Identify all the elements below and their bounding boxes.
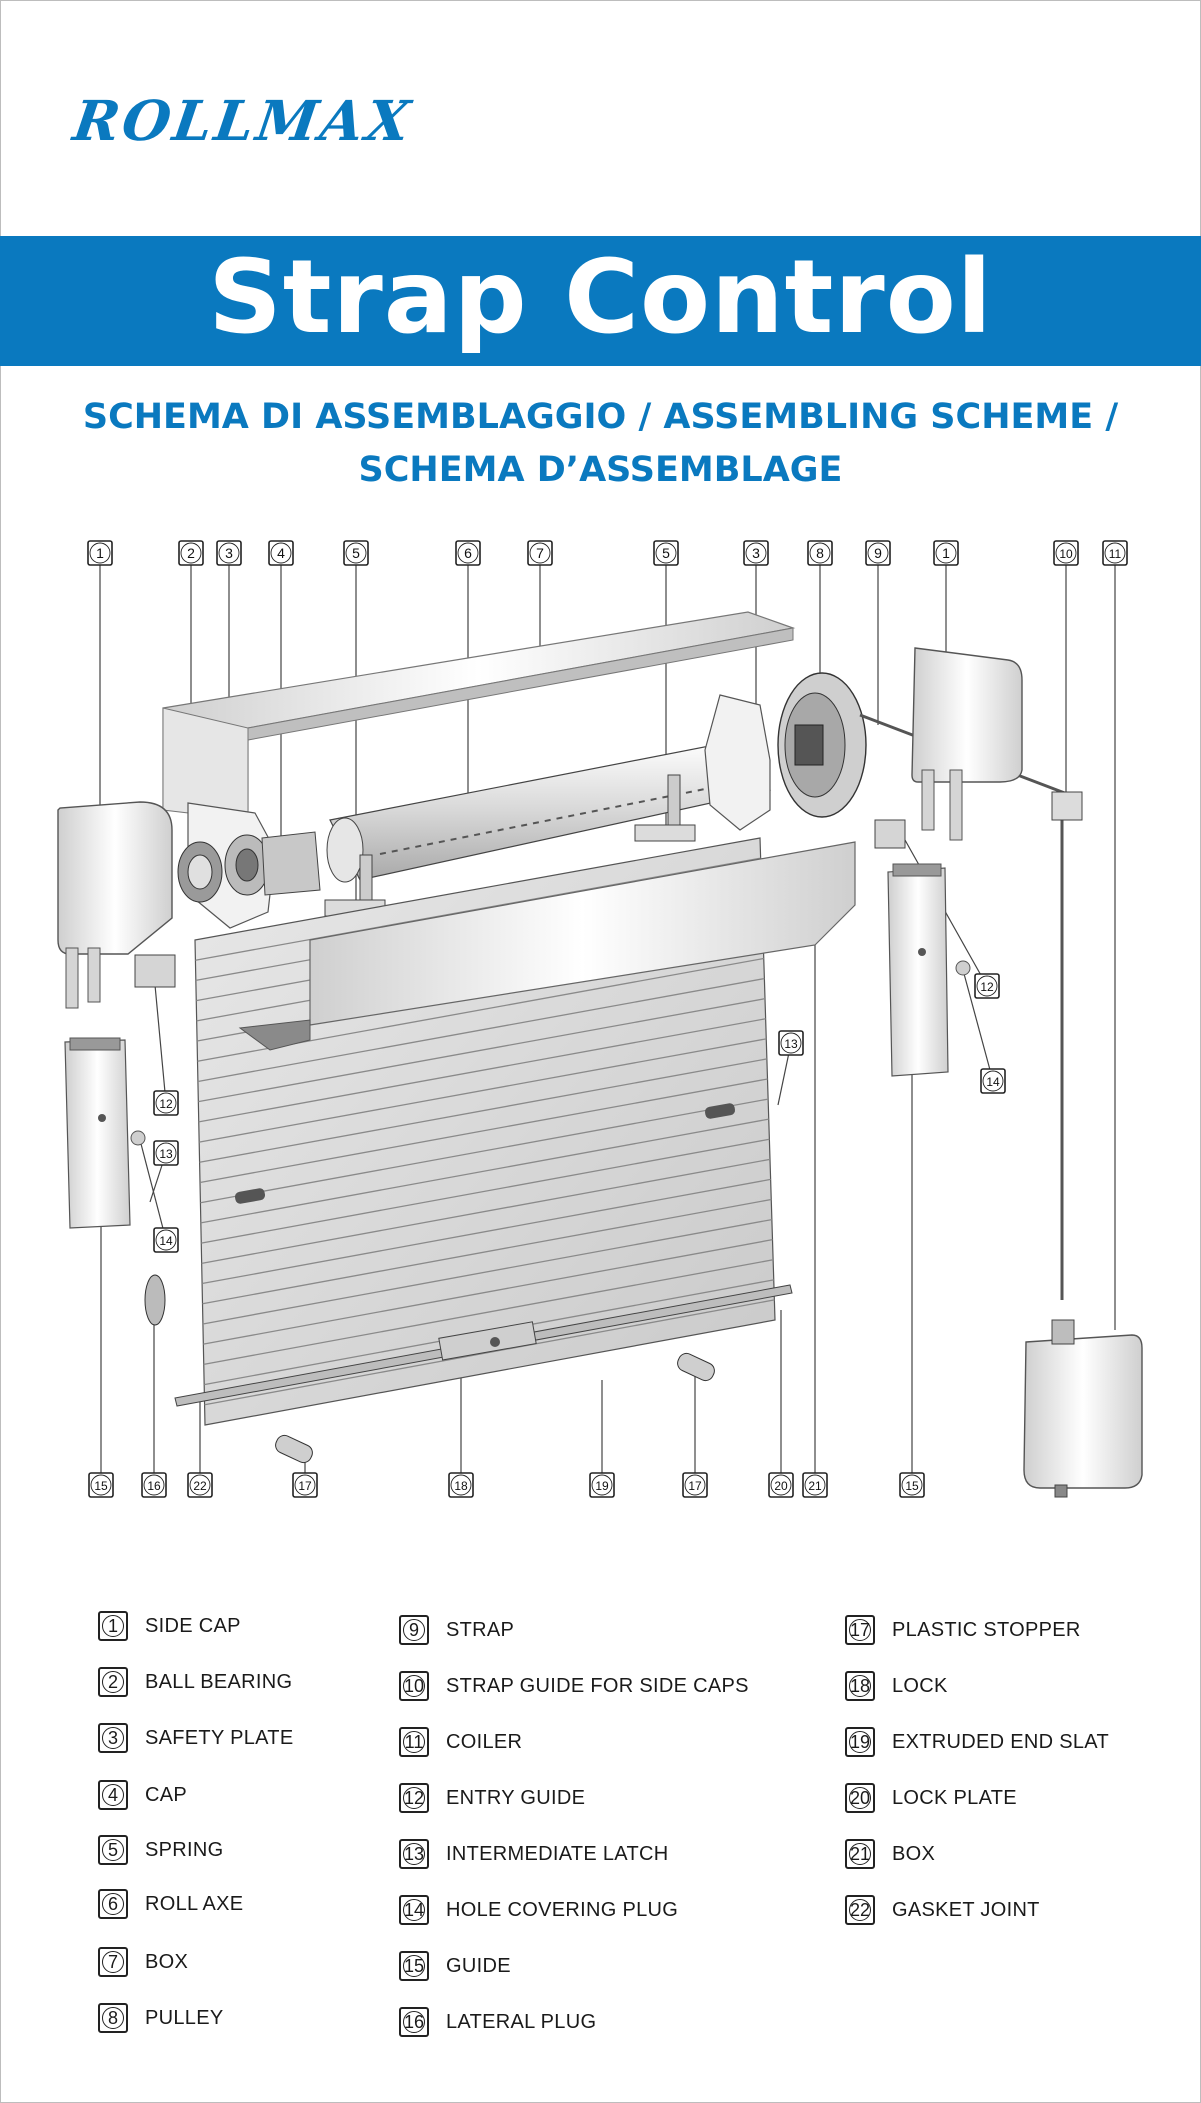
legend-item (845, 1895, 1040, 1925)
legend-number: 18 (849, 1675, 871, 1696)
svg-text:1: 1 (96, 545, 104, 561)
legend-item (98, 1835, 223, 1865)
svg-text:10: 10 (1059, 547, 1073, 561)
svg-text:14: 14 (986, 1075, 1000, 1089)
svg-text:2: 2 (187, 545, 195, 561)
legend-label: COILER (446, 1730, 523, 1753)
legend-number: 11 (404, 1731, 424, 1752)
legend-number-badge (845, 1671, 875, 1701)
legend-label: STRAP GUIDE FOR SIDE CAPS (446, 1674, 749, 1697)
subtitle-line-1: SCHEMA DI ASSEMBLAGGIO / ASSEMBLING SCHEME / (82, 397, 1119, 437)
svg-text:6: 6 (464, 545, 472, 561)
coiler (1024, 1320, 1142, 1497)
legend-number: 22 (849, 1899, 871, 1920)
legend-label: HOLE COVERING PLUG (446, 1898, 679, 1921)
svg-text:15: 15 (905, 1479, 919, 1493)
legend-number-badge (98, 1611, 128, 1641)
legend-item (399, 1727, 522, 1757)
callout-bottom-15 (900, 1473, 924, 1497)
legend-label: SIDE CAP (145, 1614, 241, 1637)
callout-left-14 (154, 1228, 178, 1252)
legend-item (845, 1783, 1017, 1813)
legend-number-badge (98, 2003, 128, 2033)
entry-guide-left (135, 955, 175, 987)
page-title: Strap Control (208, 238, 993, 357)
legend-label: BALL BEARING (145, 1670, 293, 1693)
legend-label: BOX (145, 1950, 189, 1973)
legend-number: 9 (408, 1619, 419, 1640)
legend-item (98, 1947, 188, 1977)
svg-text:17: 17 (298, 1479, 312, 1493)
legend-label: GASKET JOINT (892, 1898, 1040, 1921)
legend-number: 6 (107, 1893, 118, 1914)
legend-number: 5 (107, 1839, 118, 1860)
legend-item (98, 1723, 293, 1753)
legend-label: SAFETY PLATE (145, 1726, 294, 1749)
entry-guide-right (875, 820, 905, 848)
callout-top-8 (808, 541, 832, 565)
svg-text:1: 1 (942, 545, 950, 561)
callout-top-5 (344, 541, 368, 565)
svg-text:4: 4 (277, 545, 285, 561)
legend-item (399, 2007, 596, 2037)
brand-logo: ROLLMAX (69, 88, 417, 153)
callout-top-3 (217, 541, 241, 565)
legend-label: PULLEY (145, 2006, 224, 2029)
svg-text:13: 13 (159, 1147, 173, 1161)
legend-number-badge (98, 1780, 128, 1810)
legend-number-badge (98, 1835, 128, 1865)
legend-label: LOCK (892, 1674, 948, 1697)
callout-top-1 (934, 541, 958, 565)
legend-label: ROLL AXE (145, 1892, 244, 1915)
callout-bottom-19 (590, 1473, 614, 1497)
svg-text:12: 12 (159, 1097, 173, 1111)
legend-item (98, 1889, 243, 1919)
legend-item (845, 1671, 948, 1701)
svg-text:20: 20 (774, 1479, 788, 1493)
legend-number-badge (399, 1895, 429, 1925)
legend-number-badge (399, 1839, 429, 1869)
svg-text:16: 16 (147, 1479, 161, 1493)
callout-bottom-17 (683, 1473, 707, 1497)
svg-text:17: 17 (688, 1479, 702, 1493)
callout-top-9 (866, 541, 890, 565)
legend-number: 10 (403, 1675, 425, 1696)
svg-text:12: 12 (980, 980, 994, 994)
legend-number-badge (98, 1667, 128, 1697)
legend-label: LOCK PLATE (892, 1786, 1017, 1809)
legend-number: 15 (403, 1955, 425, 1976)
svg-text:15: 15 (94, 1479, 108, 1493)
legend-number: 19 (849, 1731, 871, 1752)
legend-label: PLASTIC STOPPER (892, 1618, 1081, 1641)
legend-number-badge (845, 1839, 875, 1869)
svg-text:11: 11 (1108, 547, 1122, 561)
legend-label: INTERMEDIATE LATCH (446, 1842, 669, 1865)
right-guide (888, 864, 970, 1076)
legend-number-badge (98, 1889, 128, 1919)
legend-label: GUIDE (446, 1954, 511, 1977)
legend-number: 4 (107, 1784, 118, 1805)
svg-text:3: 3 (225, 545, 233, 561)
legend-item (399, 1839, 668, 1869)
callout-top-7 (528, 541, 552, 565)
legend-number-badge (399, 1783, 429, 1813)
callout-bottom-16 (142, 1473, 166, 1497)
legend-number: 3 (107, 1727, 118, 1748)
legend-item (98, 1667, 292, 1697)
strap-guide (1052, 792, 1082, 820)
title-banner (0, 236, 1201, 366)
legend-number-badge (399, 1615, 429, 1645)
legend-label: EXTRUDED END SLAT (892, 1730, 1109, 1753)
legend-number: 14 (403, 1899, 425, 1920)
callout-top-3 (744, 541, 768, 565)
legend-label: LATERAL PLUG (446, 2010, 597, 2033)
cap-part (225, 832, 320, 895)
pulley (778, 673, 866, 817)
callout-top-6 (456, 541, 480, 565)
svg-text:13: 13 (784, 1037, 798, 1051)
svg-text:14: 14 (159, 1234, 173, 1248)
svg-text:5: 5 (662, 545, 670, 561)
svg-text:9: 9 (874, 545, 882, 561)
legend-number: 13 (403, 1843, 425, 1864)
legend-number: 1 (107, 1615, 118, 1636)
legend-number: 21 (849, 1843, 871, 1864)
svg-text:8: 8 (816, 545, 824, 561)
legend-number: 20 (849, 1787, 871, 1808)
legend-item (399, 1671, 749, 1701)
callout-right-13 (779, 1031, 803, 1055)
callout-top-10 (1054, 541, 1078, 565)
legend-number-badge (399, 1671, 429, 1701)
callout-bottom-22 (188, 1473, 212, 1497)
legend-label: ENTRY GUIDE (446, 1786, 586, 1809)
left-guide (65, 1038, 145, 1228)
callout-top-11 (1103, 541, 1127, 565)
legend-number: 17 (849, 1619, 871, 1640)
svg-text:3: 3 (752, 545, 760, 561)
legend-number: 2 (107, 1671, 118, 1692)
callout-top-5 (654, 541, 678, 565)
legend-number-badge (845, 1895, 875, 1925)
legend-item (845, 1727, 1109, 1757)
legend-label: BOX (892, 1842, 936, 1865)
lateral-plug (145, 1275, 165, 1325)
legend-item (399, 1951, 511, 1981)
callout-top-4 (269, 541, 293, 565)
ball-bearing (178, 842, 222, 902)
legend-item (399, 1783, 585, 1813)
svg-text:19: 19 (595, 1479, 609, 1493)
legend-number-badge (399, 2007, 429, 2037)
legend-label: SPRING (145, 1838, 224, 1861)
legend-item (399, 1895, 678, 1925)
legend-number-badge (845, 1727, 875, 1757)
callout-bottom-20 (769, 1473, 793, 1497)
right-side-cap (912, 648, 1022, 840)
legend-number-badge (399, 1727, 429, 1757)
callout-left-13 (154, 1141, 178, 1165)
legend-number: 8 (107, 2007, 118, 2028)
subtitle-line-2: SCHEMA D’ASSEMBLAGE (358, 450, 843, 490)
legend-item (845, 1615, 1081, 1645)
callout-bottom-17 (293, 1473, 317, 1497)
callout-bottom-21 (803, 1473, 827, 1497)
callout-top-2 (179, 541, 203, 565)
legend-number-badge (845, 1783, 875, 1813)
legend-item (98, 1611, 241, 1641)
svg-text:7: 7 (536, 545, 544, 561)
parts-legend (0, 1585, 1201, 2045)
legend-item (399, 1615, 514, 1645)
legend-number: 16 (403, 2011, 425, 2032)
safety-plate-right (705, 695, 770, 830)
legend-number-badge (399, 1951, 429, 1981)
callout-bottom-18 (449, 1473, 473, 1497)
legend-number: 7 (107, 1951, 118, 1972)
legend-item (845, 1839, 935, 1869)
legend-number-badge (98, 1947, 128, 1977)
svg-text:21: 21 (808, 1479, 822, 1493)
callout-right-14 (981, 1069, 1005, 1093)
callout-right-12 (975, 974, 999, 998)
legend-number: 12 (403, 1787, 425, 1808)
svg-text:5: 5 (352, 545, 360, 561)
svg-text:22: 22 (193, 1479, 207, 1493)
callout-top-1 (88, 541, 112, 565)
callout-bottom-15 (89, 1473, 113, 1497)
callout-left-12 (154, 1091, 178, 1115)
legend-number-badge (845, 1615, 875, 1645)
legend-item (98, 2003, 224, 2033)
assembly-diagram (0, 520, 1201, 1520)
legend-label: STRAP (446, 1618, 515, 1641)
legend-item (98, 1780, 187, 1810)
legend-label: CAP (145, 1783, 188, 1806)
svg-text:18: 18 (454, 1479, 468, 1493)
legend-number-badge (98, 1723, 128, 1753)
